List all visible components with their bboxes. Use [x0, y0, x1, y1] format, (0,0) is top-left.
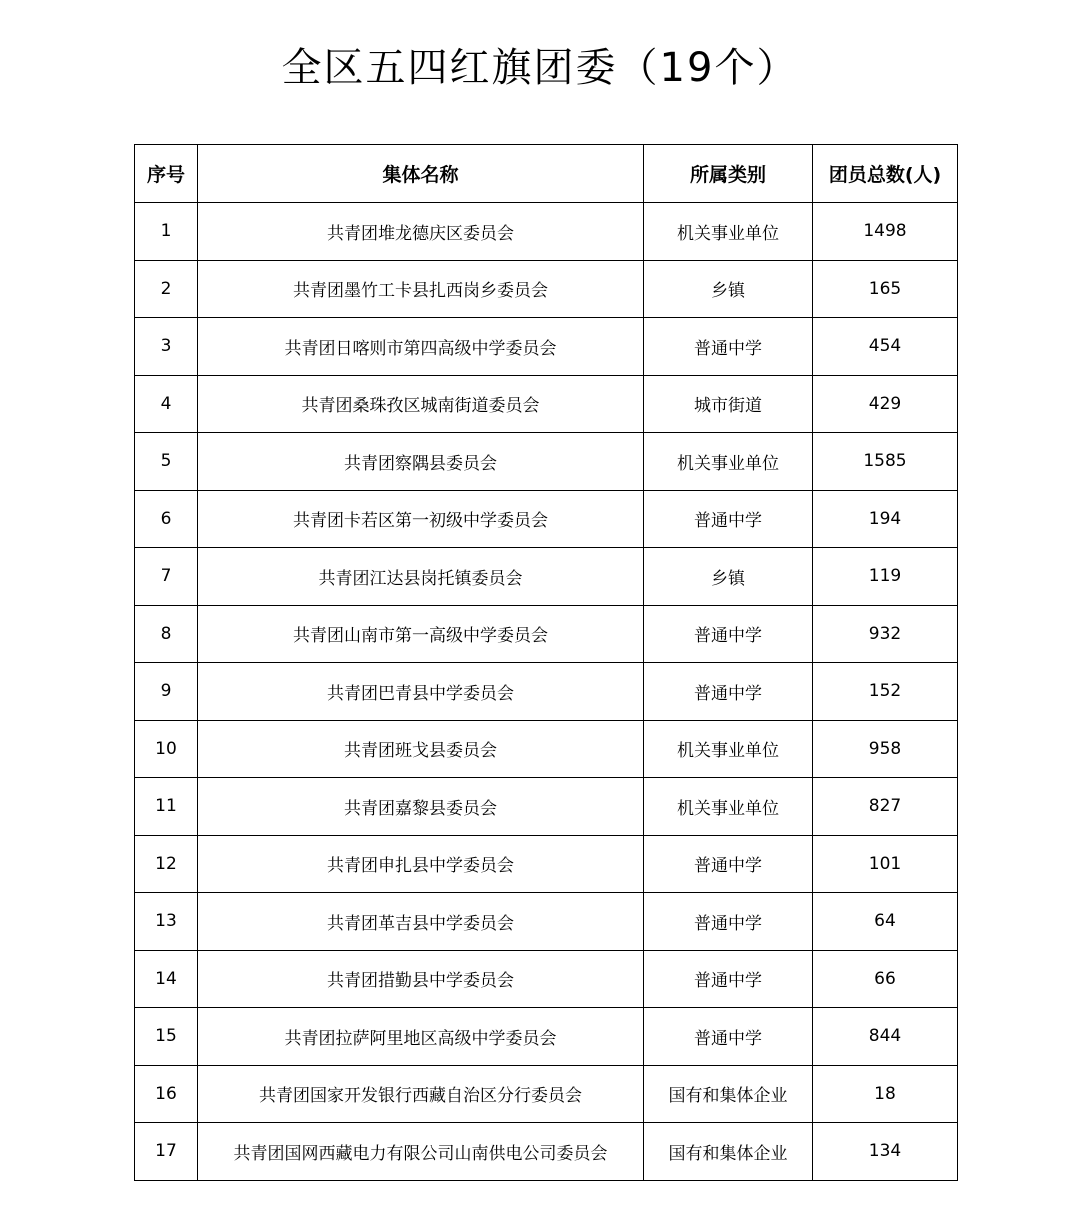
cell-members: 64: [813, 893, 958, 951]
cell-index: 12: [135, 835, 198, 893]
cell-index: 17: [135, 1123, 198, 1181]
cell-index: 6: [135, 490, 198, 548]
cell-index: 14: [135, 950, 198, 1008]
cell-members: 932: [813, 605, 958, 663]
cell-index: 7: [135, 548, 198, 606]
cell-members: 844: [813, 1008, 958, 1066]
cell-members: 429: [813, 375, 958, 433]
cell-index: 16: [135, 1065, 198, 1123]
cell-category: 机关事业单位: [644, 720, 813, 778]
cell-index: 9: [135, 663, 198, 721]
cell-category: 普通中学: [644, 1008, 813, 1066]
cell-members: 194: [813, 490, 958, 548]
table-header: [135, 145, 958, 203]
table-row: [135, 318, 958, 376]
table-row: [135, 835, 958, 893]
header-members: 团员总数(人): [813, 145, 958, 203]
table-row: [135, 490, 958, 548]
cell-index: 10: [135, 720, 198, 778]
cell-name: 共青团措勤县中学委员会: [198, 950, 644, 1008]
cell-index: 11: [135, 778, 198, 836]
table-row: [135, 950, 958, 1008]
table-row: [135, 893, 958, 951]
cell-name: 共青团国网西藏电力有限公司山南供电公司委员会: [198, 1123, 644, 1181]
cell-name: 共青团山南市第一高级中学委员会: [198, 605, 644, 663]
table-row: [135, 260, 958, 318]
cell-members: 827: [813, 778, 958, 836]
header-row: [135, 145, 958, 203]
cell-category: 普通中学: [644, 490, 813, 548]
cell-members: 18: [813, 1065, 958, 1123]
cell-index: 3: [135, 318, 198, 376]
cell-name: 共青团拉萨阿里地区高级中学委员会: [198, 1008, 644, 1066]
cell-category: 乡镇: [644, 548, 813, 606]
cell-category: 普通中学: [644, 318, 813, 376]
cell-name: 共青团墨竹工卡县扎西岗乡委员会: [198, 260, 644, 318]
cell-name: 共青团嘉黎县委员会: [198, 778, 644, 836]
cell-index: 4: [135, 375, 198, 433]
cell-name: 共青团日喀则市第四高级中学委员会: [198, 318, 644, 376]
cell-members: 165: [813, 260, 958, 318]
cell-name: 共青团卡若区第一初级中学委员会: [198, 490, 644, 548]
cell-members: 1498: [813, 203, 958, 261]
cell-members: 101: [813, 835, 958, 893]
cell-index: 1: [135, 203, 198, 261]
cell-name: 共青团巴青县中学委员会: [198, 663, 644, 721]
table-body: [135, 203, 958, 1181]
cell-members: 152: [813, 663, 958, 721]
cell-members: 134: [813, 1123, 958, 1181]
cell-index: 5: [135, 433, 198, 491]
cell-category: 机关事业单位: [644, 433, 813, 491]
cell-name: 共青团国家开发银行西藏自治区分行委员会: [198, 1065, 644, 1123]
cell-index: 2: [135, 260, 198, 318]
cell-category: 普通中学: [644, 893, 813, 951]
cell-members: 958: [813, 720, 958, 778]
header-index: 序号: [135, 145, 198, 203]
cell-name: 共青团申扎县中学委员会: [198, 835, 644, 893]
table-row: [135, 778, 958, 836]
table-row: [135, 203, 958, 261]
cell-index: 8: [135, 605, 198, 663]
cell-name: 共青团班戈县委员会: [198, 720, 644, 778]
roster-table: [134, 144, 958, 1181]
cell-category: 普通中学: [644, 605, 813, 663]
cell-name: 共青团革吉县中学委员会: [198, 893, 644, 951]
cell-category: 国有和集体企业: [644, 1123, 813, 1181]
table-row: [135, 375, 958, 433]
cell-members: 1585: [813, 433, 958, 491]
cell-category: 机关事业单位: [644, 203, 813, 261]
cell-index: 13: [135, 893, 198, 951]
header-name: 集体名称: [198, 145, 644, 203]
page-title: 全区五四红旗团委（19个）: [281, 45, 799, 91]
cell-name: 共青团堆龙德庆区委员会: [198, 203, 644, 261]
cell-members: 454: [813, 318, 958, 376]
table-row: [135, 1008, 958, 1066]
cell-category: 机关事业单位: [644, 778, 813, 836]
table-row: [135, 663, 958, 721]
cell-category: 普通中学: [644, 663, 813, 721]
cell-category: 普通中学: [644, 835, 813, 893]
cell-category: 城市街道: [644, 375, 813, 433]
cell-name: 共青团江达县岗托镇委员会: [198, 548, 644, 606]
table-row: [135, 605, 958, 663]
table-row: [135, 720, 958, 778]
cell-name: 共青团桑珠孜区城南街道委员会: [198, 375, 644, 433]
table-row: [135, 1065, 958, 1123]
cell-category: 乡镇: [644, 260, 813, 318]
cell-name: 共青团察隅县委员会: [198, 433, 644, 491]
cell-index: 15: [135, 1008, 198, 1066]
cell-category: 国有和集体企业: [644, 1065, 813, 1123]
header-category: 所属类别: [644, 145, 813, 203]
table-row: [135, 1123, 958, 1181]
table-row: [135, 548, 958, 606]
cell-category: 普通中学: [644, 950, 813, 1008]
table-row: [135, 433, 958, 491]
cell-members: 119: [813, 548, 958, 606]
cell-members: 66: [813, 950, 958, 1008]
